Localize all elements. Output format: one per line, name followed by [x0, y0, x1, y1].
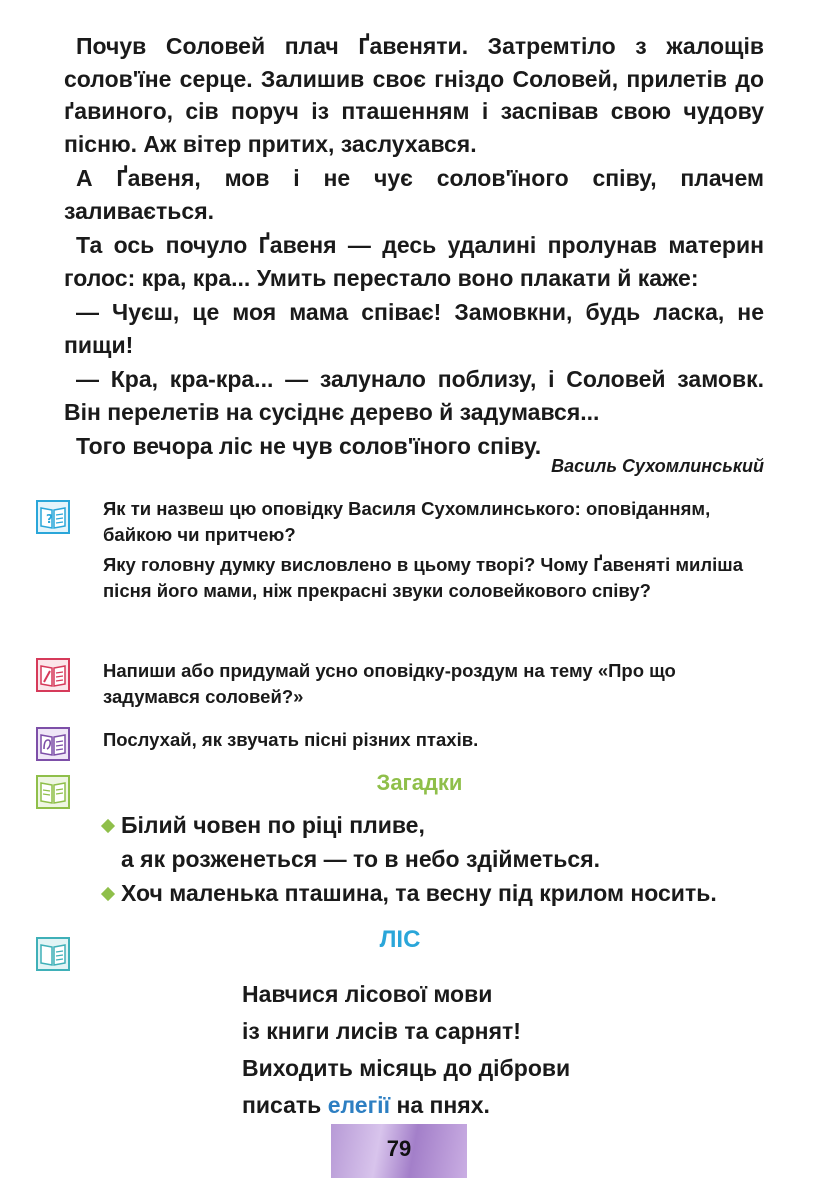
story-paragraph: Почув Соловей плач Ґавеняти. Затремтіло з жалощів солов'їне серце. Залишив своє гніздо Соловей, прилетів до ґавиного, сів поруч із пташенням і заспівав свою чудову пісню. Аж вітер притих, заслухався. — [64, 33, 764, 157]
poem-text — [242, 976, 570, 1124]
riddle-item — [100, 876, 780, 910]
riddles-list — [100, 808, 780, 910]
discuss-question: Як ти назвеш цю оповідку Василя Сухомлинського: оповіданням, байкою чи притчею? — [103, 498, 711, 545]
poem-line-end: на пнях. — [396, 1092, 490, 1118]
write-task — [103, 658, 763, 710]
story-paragraph: — Чуєш, це моя мама співає! Замовкни, будь ласка, не пищи! — [64, 299, 764, 358]
poem-line: Виходить місяць до діброви — [242, 1055, 571, 1081]
discuss-task — [103, 496, 763, 604]
story-text — [64, 30, 764, 463]
poem-line: із книги лисів та сарнят! — [242, 1018, 521, 1044]
riddle-item — [100, 808, 780, 842]
story-paragraph: — Кра, кра-кра... — залунало поблизу, і Соловей замовк. Він перелетів на сусіднє дерево й задумався... — [64, 366, 764, 425]
poem-line — [242, 1087, 570, 1124]
riddle-item-continuation — [100, 842, 780, 876]
highlighted-word: елегії — [327, 1092, 391, 1118]
story-author: Василь Сухомлинський — [551, 456, 764, 476]
listen-task-text: Послухай, як звучать пісні різних птахів. — [103, 729, 479, 750]
riddles-title: Загадки — [376, 770, 463, 795]
discuss-question: Яку головну думку висловлено в цьому творі? Чому Ґавеняті миліша пісня його мами, ніж прекрасні звуки соловейкового співу? — [103, 554, 744, 601]
story-paragraph: А Ґавеня, мов і не чує солов'їного співу, плачем заливається. — [64, 165, 764, 224]
story-paragraph: Та ось почуло Ґавеня — десь удалині пролунав материн голос: кра, кра... Умить перестало воно плакати й каже: — [64, 232, 764, 291]
write-book-icon — [36, 658, 70, 692]
riddle-line: Білий човен по ріці пливе, — [121, 812, 425, 838]
poem-title: ЛІС — [379, 926, 421, 953]
story-paragraph: Того вечора ліс не чув солов'їного співу. — [76, 433, 542, 459]
listen-book-icon — [36, 727, 70, 761]
page-number: 79 — [386, 1136, 412, 1161]
riddle-line: Хоч маленька пташина, та весну під крилом носить. — [121, 880, 717, 906]
question-book-icon — [36, 500, 70, 534]
riddle-line: а як розженеться — то в небо здійметься. — [121, 846, 601, 872]
listen-task — [103, 727, 763, 753]
diamond-bullet-icon — [101, 887, 115, 901]
write-task-text: Напиши або придумай усно оповідку-роздум на тему «Про що задумався соловей?» — [103, 660, 676, 707]
diamond-bullet-icon — [101, 819, 115, 833]
poem-line-start: писать — [242, 1092, 322, 1118]
poem-line: Навчися лісової мови — [242, 981, 493, 1007]
svg-text:?: ? — [46, 512, 53, 526]
